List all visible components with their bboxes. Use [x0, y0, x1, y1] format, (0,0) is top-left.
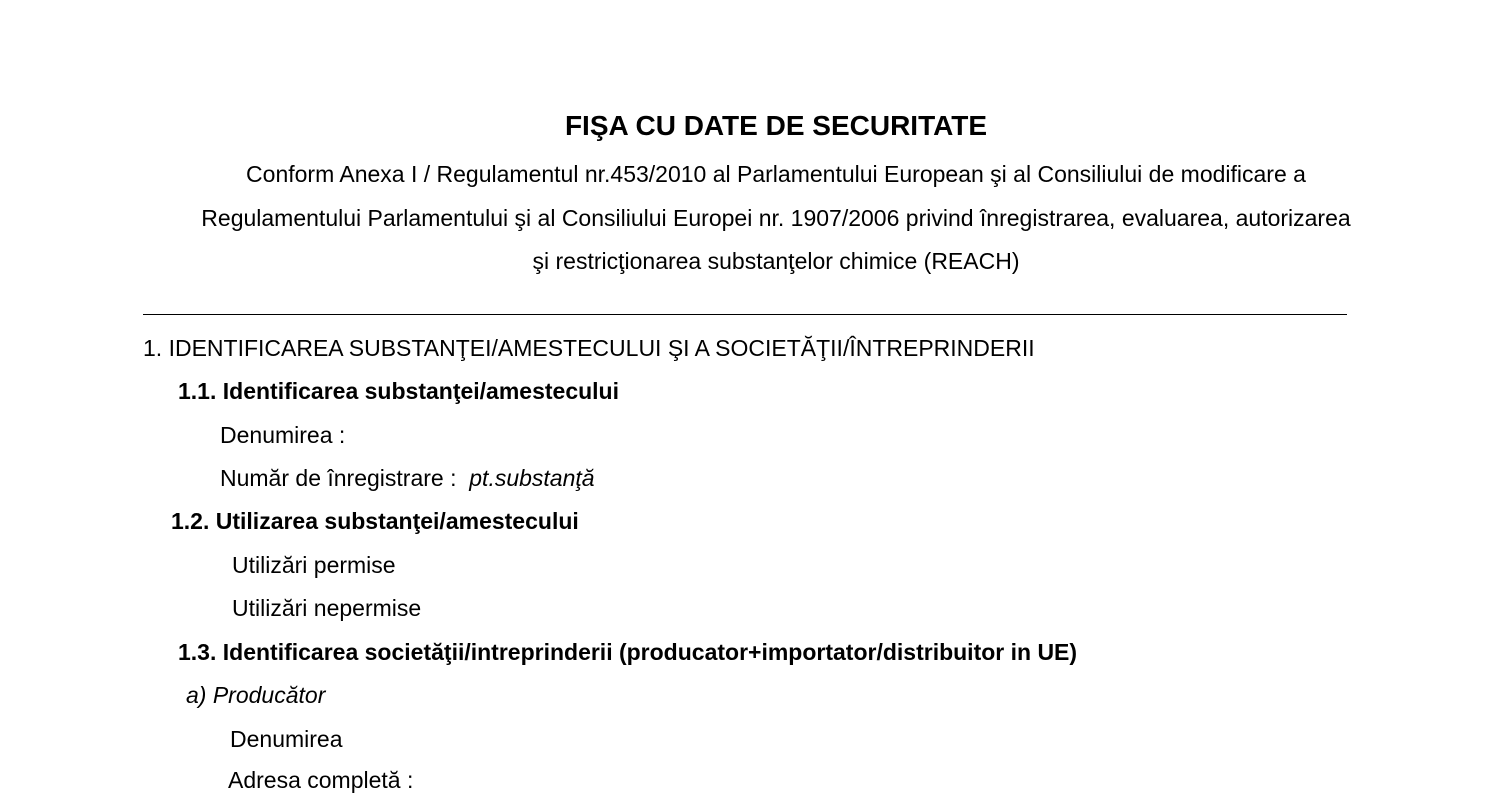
registration-number-label: Număr de înregistrare : [220, 465, 457, 491]
forbidden-uses: Utilizări nepermise [232, 595, 422, 621]
registration-number-row [220, 464, 595, 492]
separator-rule [143, 314, 1347, 315]
section-1-1-heading: 1.1. Identificarea substanţei/amestecului [178, 378, 619, 404]
section-1-2-heading: 1.2. Utilizarea substanţei/amestecului [171, 508, 579, 534]
allowed-uses: Utilizări permise [232, 552, 396, 578]
subtitle-line-2: Regulamentului Parlamentului şi al Consiliului Europei nr. 1907/2006 privind înregistrarea, evaluarea, autorizarea [201, 205, 1351, 231]
subtitle-line-3: şi restricţionarea substanţelor chimice (REACH) [532, 248, 1020, 274]
page-title: FIŞA CU DATE DE SECURITATE [564, 110, 988, 141]
section-1-heading: 1. IDENTIFICAREA SUBSTANŢEI/AMESTECULUI ŞI A SOCIETĂŢII/ÎNTREPRINDERII [143, 335, 1035, 361]
subtitle-line-1: Conform Anexa I / Regulamentul nr.453/2010 al Parlamentului European şi al Consiliului de modificare a [246, 161, 1306, 187]
producer-label: a) Producător [186, 682, 326, 708]
section-1-3-heading: 1.3. Identificarea societăţii/intreprinderii (producator+importator/distribuitor in UE) [178, 639, 1078, 665]
registration-number-value: pt.substanţă [469, 465, 595, 491]
producer-address-label: Adresa completă : [228, 767, 414, 793]
name-label: Denumirea : [220, 422, 346, 448]
producer-name-label: Denumirea [230, 726, 343, 752]
